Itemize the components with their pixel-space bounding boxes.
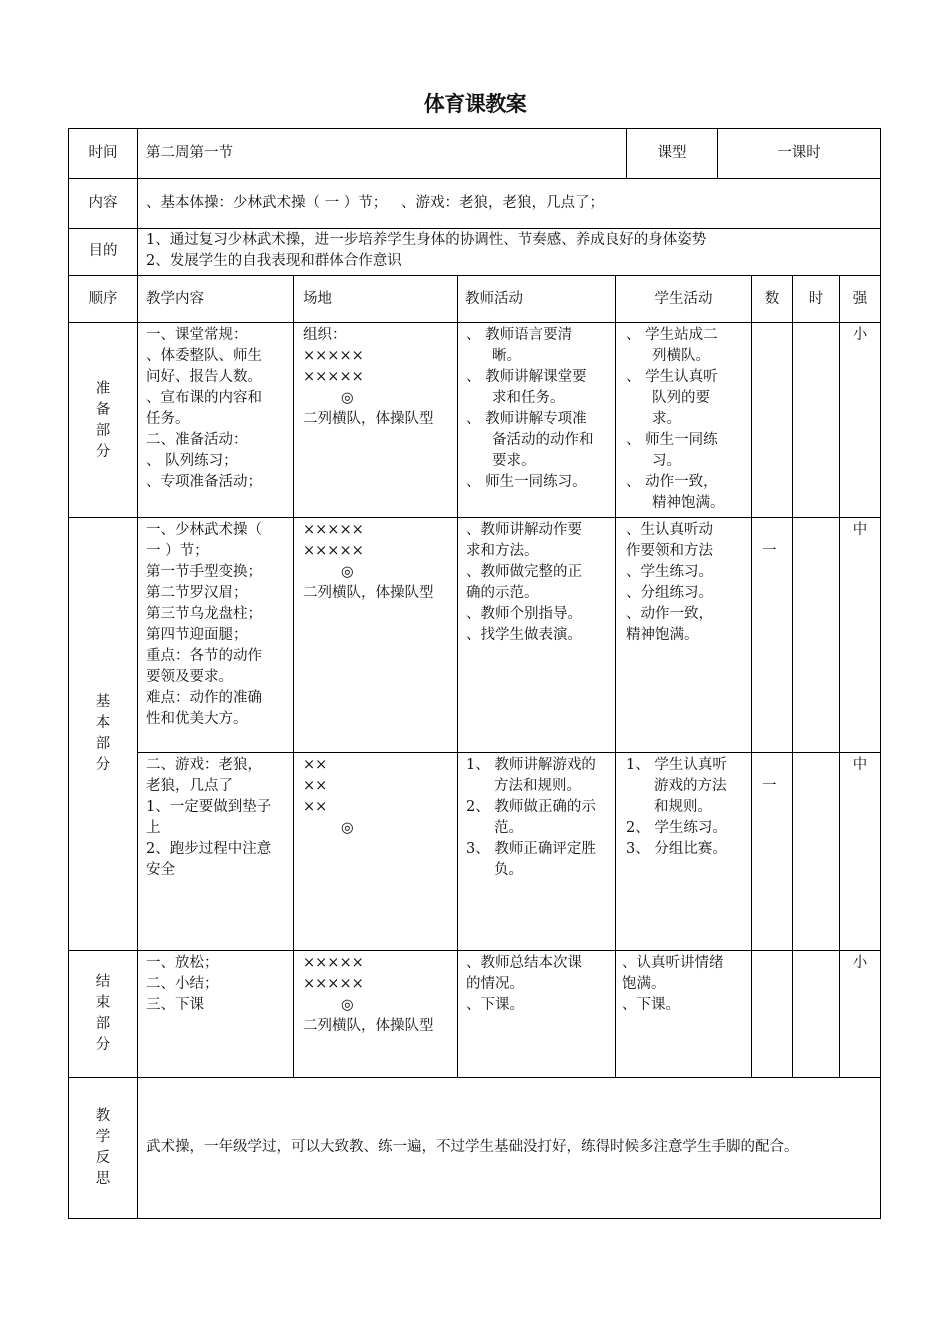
prep-content: 一、课堂常规： 、体委整队、师生 问好、报告人数。 、宣布课的内容和 任务。 二、准备活动： 、 队列练习； 、专项准备活动； — [146, 327, 262, 490]
basic2-count: 一 — [762, 778, 777, 794]
prep-student: 、 学生站成二 列横队。 、 学生认真听 队列的要 求。 、 师生一同练 习。 、 动作一致， 精神饱满。 — [626, 327, 725, 511]
section-label-end: 结 束 部 分 — [95, 974, 111, 1053]
time-label: 时间 — [88, 145, 118, 161]
end-intensity: 小 — [852, 955, 868, 971]
end-teacher: 、教师总结本次课 的情况。 、下课。 — [466, 955, 582, 1013]
type-label: 课型 — [657, 145, 687, 161]
goal-text — [146, 230, 706, 272]
content-value: 、基本体操：少林武术操（ 一 ）节； 、游戏：老狼，老狼，几点了； — [146, 195, 605, 211]
col-student: 学生活动 — [654, 291, 713, 307]
col-intensity: 强 — [852, 291, 868, 307]
basic1-intensity: 中 — [852, 522, 868, 538]
basic2-content: 二、游戏：老狼， 老狼，几点了 1、一定要做到垫子 上 2、跑步过程中注意 安全 — [146, 757, 272, 878]
basic1-content: 一、少林武术操（ 一 ）节； 第一节手型变换； 第二节罗汉眉； 第三节乌龙盘柱； 第四节迎面腿； 重点：各节的动作 要领及要求。 难点：动作的准确 性和优美大方。 — [146, 522, 262, 727]
prep-venue: 组织： ××××× ××××× ◎ 二列横队，体操队型 — [303, 327, 434, 427]
prep-teacher: 、 教师语言要清 晰。 、 教师讲解课堂要 求和任务。 、 教师讲解专项准 备活动的动作和 要求。 、 师生一同练习。 — [466, 327, 594, 490]
reflection-text: 武术操，一年级学过，可以大致教、练一遍，不过学生基础没打好，练得时候多注意学生手脚的配合。 — [146, 1139, 799, 1155]
col-time: 时 — [808, 291, 824, 307]
basic1-count: 一 — [762, 543, 777, 559]
goal-line: 2、发展学生的自我表现和群体合作意识 — [146, 253, 402, 269]
content-label: 内容 — [88, 195, 118, 211]
col-count: 数 — [764, 291, 780, 307]
col-teacher: 教师活动 — [465, 291, 523, 307]
time-value: 第二周第一节 — [146, 145, 233, 161]
basic2-teacher: 1、 教师讲解游戏的 方法和规则。 2、 教师做正确的示 范。 3、 教师正确评定胜 负。 — [466, 757, 596, 878]
basic1-student: 、生认真听动 作要领和方法 、学生练习。 、分组练习。 、动作一致， 精神饱满。 — [626, 522, 713, 643]
basic2-intensity: 中 — [852, 757, 868, 773]
col-venue: 场地 — [303, 291, 332, 307]
col-order: 顺序 — [88, 291, 118, 307]
section-label-reflection: 教 学 反 思 — [95, 1108, 111, 1187]
section-label-prep: 准 备 部 分 — [95, 381, 111, 460]
goal-label: 目的 — [88, 243, 118, 259]
page-title: 体育课教案 — [423, 92, 527, 116]
type-value: 一课时 — [777, 145, 821, 161]
prep-intensity: 小 — [852, 327, 868, 343]
basic2-student: 1、 学生认真听 游戏的方法 和规则。 2、 学生练习。 3、 分组比赛。 — [626, 757, 727, 857]
end-student: 、认真听讲情绪 饱满。 、下课。 — [622, 955, 724, 1013]
basic2-venue: ×× ×× ×× ◎ — [303, 757, 354, 836]
basic1-venue: ××××× ××××× ◎ 二列横队，体操队型 — [303, 522, 434, 601]
end-content: 一、放松； 二、小结； 三、下课 — [146, 955, 219, 1013]
col-content: 教学内容 — [146, 291, 204, 307]
end-venue: ××××× ××××× ◎ 二列横队，体操队型 — [303, 955, 434, 1034]
section-label-basic: 基 本 部 分 — [95, 694, 111, 773]
goal-line: 1、通过复习少林武术操，进一步培养学生身体的协调性、节奏感、养成良好的身体姿势 — [146, 232, 707, 248]
basic1-teacher: 、教师讲解动作要 求和方法。 、教师做完整的正 确的示范。 、教师个别指导。 、找学生做表演。 — [466, 522, 582, 643]
